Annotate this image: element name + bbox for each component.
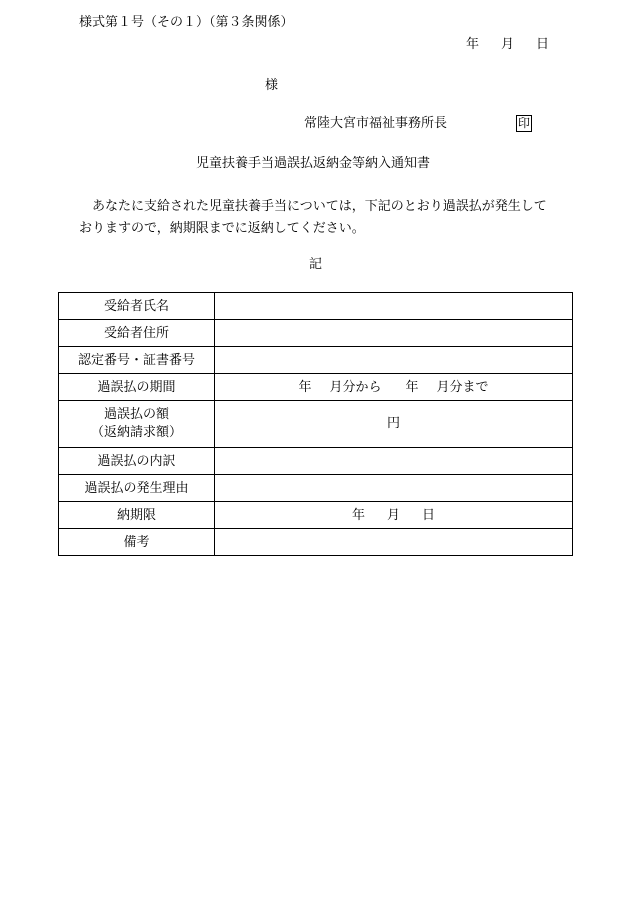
certification-number-value — [215, 347, 573, 374]
recipient-address-label: 受給者住所 — [59, 320, 215, 347]
remarks-value — [215, 529, 573, 556]
overpayment-amount-value — [215, 401, 573, 448]
table-row — [59, 448, 573, 475]
table-row — [59, 502, 573, 529]
overpayment-amount-label — [59, 401, 215, 448]
deadline-day: 日 — [422, 508, 436, 523]
addressee-suffix: 様 — [265, 78, 279, 93]
ki-heading: 記 — [309, 257, 323, 272]
deadline-year: 年 — [351, 508, 365, 523]
payment-deadline-label: 納期限 — [59, 502, 215, 529]
overpayment-amount-line1: 過誤払の額 — [103, 407, 169, 422]
seal-box: 印 — [517, 116, 530, 130]
document-title: 児童扶養手当過誤払返納金等納入通知書 — [196, 156, 431, 171]
table-row — [59, 529, 573, 556]
remarks-label: 備考 — [59, 529, 215, 556]
table-row — [59, 475, 573, 502]
overpayment-amount-line2: （返納請求額） — [90, 425, 182, 440]
overpayment-reason-label: 過誤払の発生理由 — [59, 475, 215, 502]
overpayment-period-label: 過誤払の期間 — [59, 374, 215, 401]
payment-deadline-value — [215, 502, 573, 529]
table-row — [59, 401, 573, 448]
certification-number-label: 認定番号・証書番号 — [59, 347, 215, 374]
table-row — [59, 293, 573, 320]
period-year-to: 年 — [405, 380, 419, 395]
overpayment-breakdown-value — [215, 448, 573, 475]
period-month-to: 月分まで — [436, 380, 489, 395]
form-label: 様式第１号（その１）（第３条関係） — [79, 15, 294, 30]
issuer-name: 常陸大宮市福祉事務所長 — [304, 116, 448, 131]
table-row — [59, 347, 573, 374]
overpayment-reason-value — [215, 475, 573, 502]
amount-unit: 円 — [386, 416, 400, 431]
overpayment-period-value — [215, 374, 573, 401]
date-month: 月 — [501, 37, 515, 52]
body-text: あなたに支給された児童扶養手当については，下記のとおり過誤払が発生しておりますので，納期限までに返納してください。 — [79, 199, 547, 236]
detail-table — [58, 292, 573, 556]
date-year: 年 — [466, 37, 480, 52]
recipient-address-value — [215, 320, 573, 347]
overpayment-breakdown-label: 過誤払の内訳 — [59, 448, 215, 475]
recipient-name-value — [215, 293, 573, 320]
period-year-from: 年 — [298, 380, 312, 395]
table-row — [59, 320, 573, 347]
deadline-month: 月 — [386, 508, 400, 523]
issue-date — [466, 38, 549, 51]
date-day: 日 — [536, 37, 550, 52]
table-row — [59, 374, 573, 401]
period-month-from: 月分から — [329, 380, 382, 395]
recipient-name-label: 受給者氏名 — [59, 293, 215, 320]
